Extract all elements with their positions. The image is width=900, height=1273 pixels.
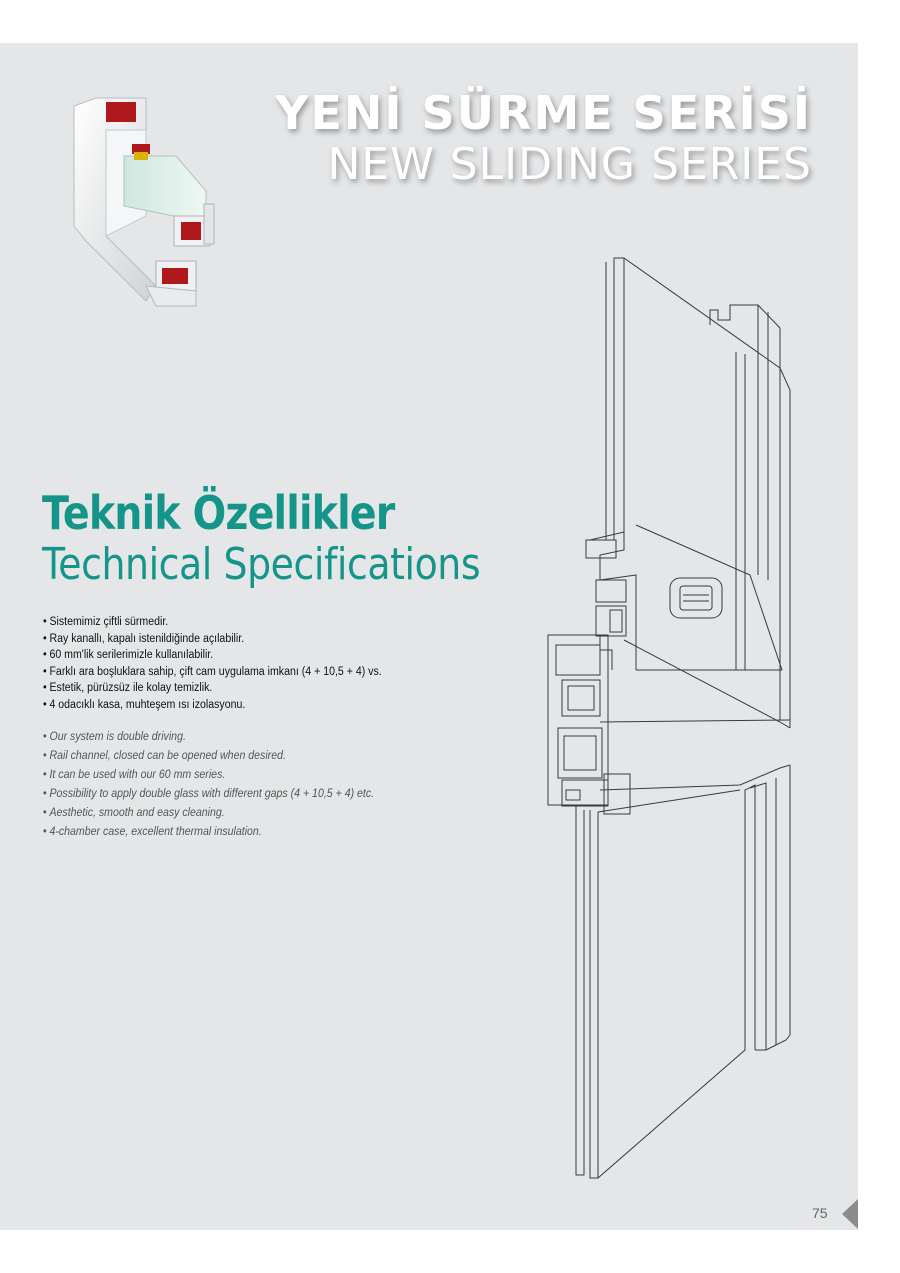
features-list-tr [43,614,411,714]
profile-drawing [540,250,810,1190]
series-title-tr: YENİ SÜRME SERİSİ [275,86,812,140]
list-item: • Possibility to apply double glass with different gaps (4 + 10,5 + 4) etc. [43,788,375,800]
technical-heading [42,486,551,590]
list-item: • It can be used with our 60 mm series. [43,769,226,781]
window-profile-image [66,96,226,316]
page-number: 75 [812,1205,828,1221]
page-tab-icon [842,1199,858,1229]
list-item: • Ray kanallı, kapalı istenildiğinde açılabilir. [43,632,245,645]
heading-tr: Teknik Özellikler [42,486,395,540]
list-item: • Estetik, pürüzsüz ile kolay temizlik. [43,682,213,695]
list-item: • Farklı ara boşluklara sahip, çift cam uygulama imkanı (4 + 10,5 + 4) vs. [43,665,382,678]
list-item: • Our system is double driving. [43,731,186,743]
list-item: • 4-chamber case, excellent thermal insulation. [43,826,262,838]
series-title [275,86,812,190]
list-item: • Aesthetic, smooth and easy cleaning. [43,807,225,819]
list-item: • 60 mm'lik serilerimizle kullanılabilir. [43,649,214,662]
list-item: • Rail channel, closed can be opened when desired. [43,750,286,762]
list-item: • 4 odacıklı kasa, muhteşem ısı izolasyonu. [43,698,246,711]
heading-en: Technical Specifications [42,539,481,590]
series-title-en: NEW SLIDING SERIES [327,139,812,190]
list-item: • Sistemimiz çiftli sürmedir. [43,616,169,628]
features-list-en [43,728,403,842]
